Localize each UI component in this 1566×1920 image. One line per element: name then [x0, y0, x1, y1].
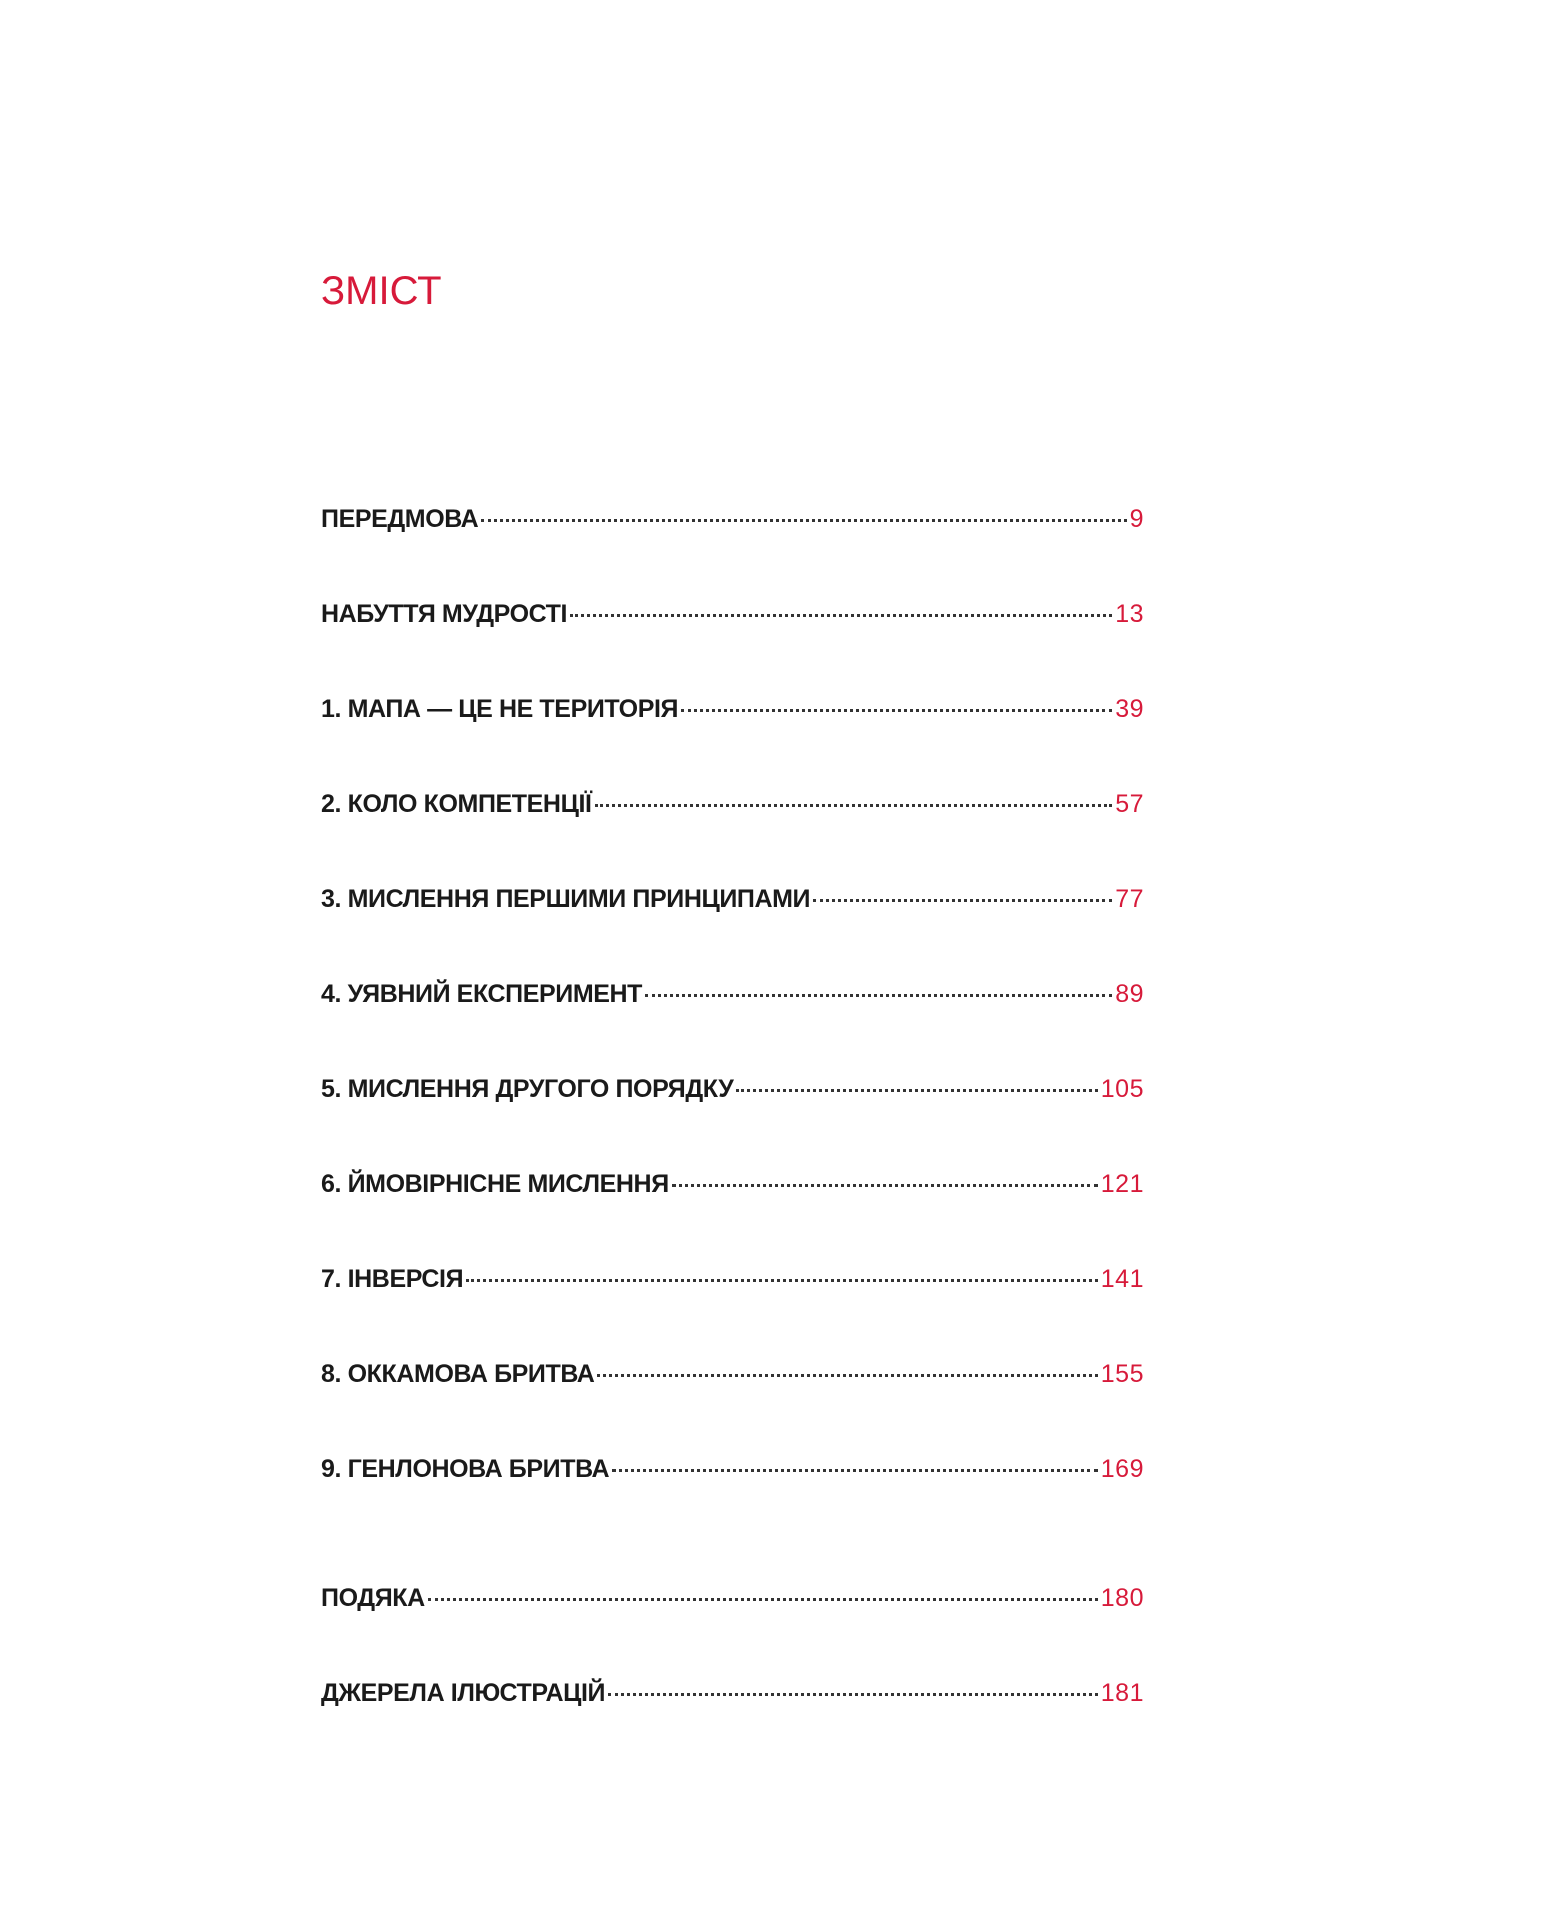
- toc-entry-label: НАБУТТЯ МУДРОСТІ: [321, 600, 568, 628]
- toc-entry[interactable]: [321, 784, 1144, 824]
- toc-entry-label: 3. МИСЛЕННЯ ПЕРШИМИ ПРИНЦИПАМИ: [321, 885, 811, 913]
- toc-dot-leader: [612, 1469, 1098, 1472]
- toc-entry-page: 180: [1100, 1584, 1144, 1612]
- toc-entry-label: 1. МАПА — ЦЕ НЕ ТЕРИТОРІЯ: [321, 695, 679, 723]
- toc-dot-leader: [597, 1374, 1097, 1377]
- toc-entry[interactable]: [321, 499, 1144, 539]
- toc-entry-label: 8. ОККАМОВА БРИТВА: [321, 1360, 595, 1388]
- toc-entry[interactable]: [321, 594, 1144, 634]
- toc-entry[interactable]: [321, 1069, 1144, 1109]
- toc-dot-leader: [645, 994, 1112, 997]
- toc-entry-label: 2. КОЛО КОМПЕТЕНЦІЇ: [321, 790, 592, 818]
- toc-entry-label: 9. ГЕНЛОНОВА БРИТВА: [321, 1455, 610, 1483]
- toc-entry-page: 121: [1100, 1170, 1144, 1198]
- toc-entry[interactable]: [321, 1164, 1144, 1204]
- toc-entry-page: 169: [1100, 1455, 1144, 1483]
- toc-dot-leader: [466, 1279, 1098, 1282]
- toc-entry[interactable]: [321, 879, 1144, 919]
- toc-entry-page: 155: [1100, 1360, 1144, 1388]
- toc-entry-page: 13: [1115, 600, 1144, 628]
- toc-dot-leader: [428, 1598, 1098, 1601]
- toc-entry-label: ПЕРЕДМОВА: [321, 505, 479, 533]
- toc-entry-page: 181: [1100, 1679, 1144, 1707]
- toc-dot-leader: [481, 519, 1126, 522]
- toc-entry-page: 57: [1115, 790, 1144, 818]
- toc-dot-leader: [570, 614, 1112, 617]
- toc-dot-leader: [813, 899, 1112, 902]
- toc-entry[interactable]: [321, 1354, 1144, 1394]
- toc-entry-label: ДЖЕРЕЛА ІЛЮСТРАЦІЙ: [321, 1679, 606, 1707]
- toc-entry-label: ПОДЯКА: [321, 1584, 425, 1612]
- toc-entry-label: 6. ЙМОВІРНІСНЕ МИСЛЕННЯ: [321, 1170, 669, 1198]
- toc-entry[interactable]: [321, 1449, 1144, 1489]
- toc-entry-label: 7. ІНВЕРСІЯ: [321, 1265, 464, 1293]
- toc-dot-leader: [595, 804, 1113, 807]
- toc-entry[interactable]: [321, 974, 1144, 1014]
- toc-entry-page: 39: [1115, 695, 1144, 723]
- toc-dot-leader: [681, 709, 1112, 712]
- toc-dot-leader: [736, 1089, 1097, 1092]
- toc-entry[interactable]: [321, 689, 1144, 729]
- toc-entry-page: 77: [1115, 885, 1144, 913]
- toc-entry[interactable]: [321, 1578, 1144, 1618]
- toc-entry-label: 4. УЯВНИЙ ЕКСПЕРИМЕНТ: [321, 980, 643, 1008]
- toc-entry-label: 5. МИСЛЕННЯ ДРУГОГО ПОРЯДКУ: [321, 1075, 734, 1103]
- toc-entry[interactable]: [321, 1673, 1144, 1713]
- toc-dot-leader: [608, 1693, 1098, 1696]
- toc-entry-page: 105: [1100, 1075, 1144, 1103]
- toc-entry-page: 9: [1129, 505, 1144, 533]
- toc-dot-leader: [672, 1184, 1098, 1187]
- toc-entry-page: 141: [1100, 1265, 1144, 1293]
- toc-entry-page: 89: [1115, 980, 1144, 1008]
- toc-title: ЗМІСТ: [321, 269, 442, 313]
- toc-entry[interactable]: [321, 1259, 1144, 1299]
